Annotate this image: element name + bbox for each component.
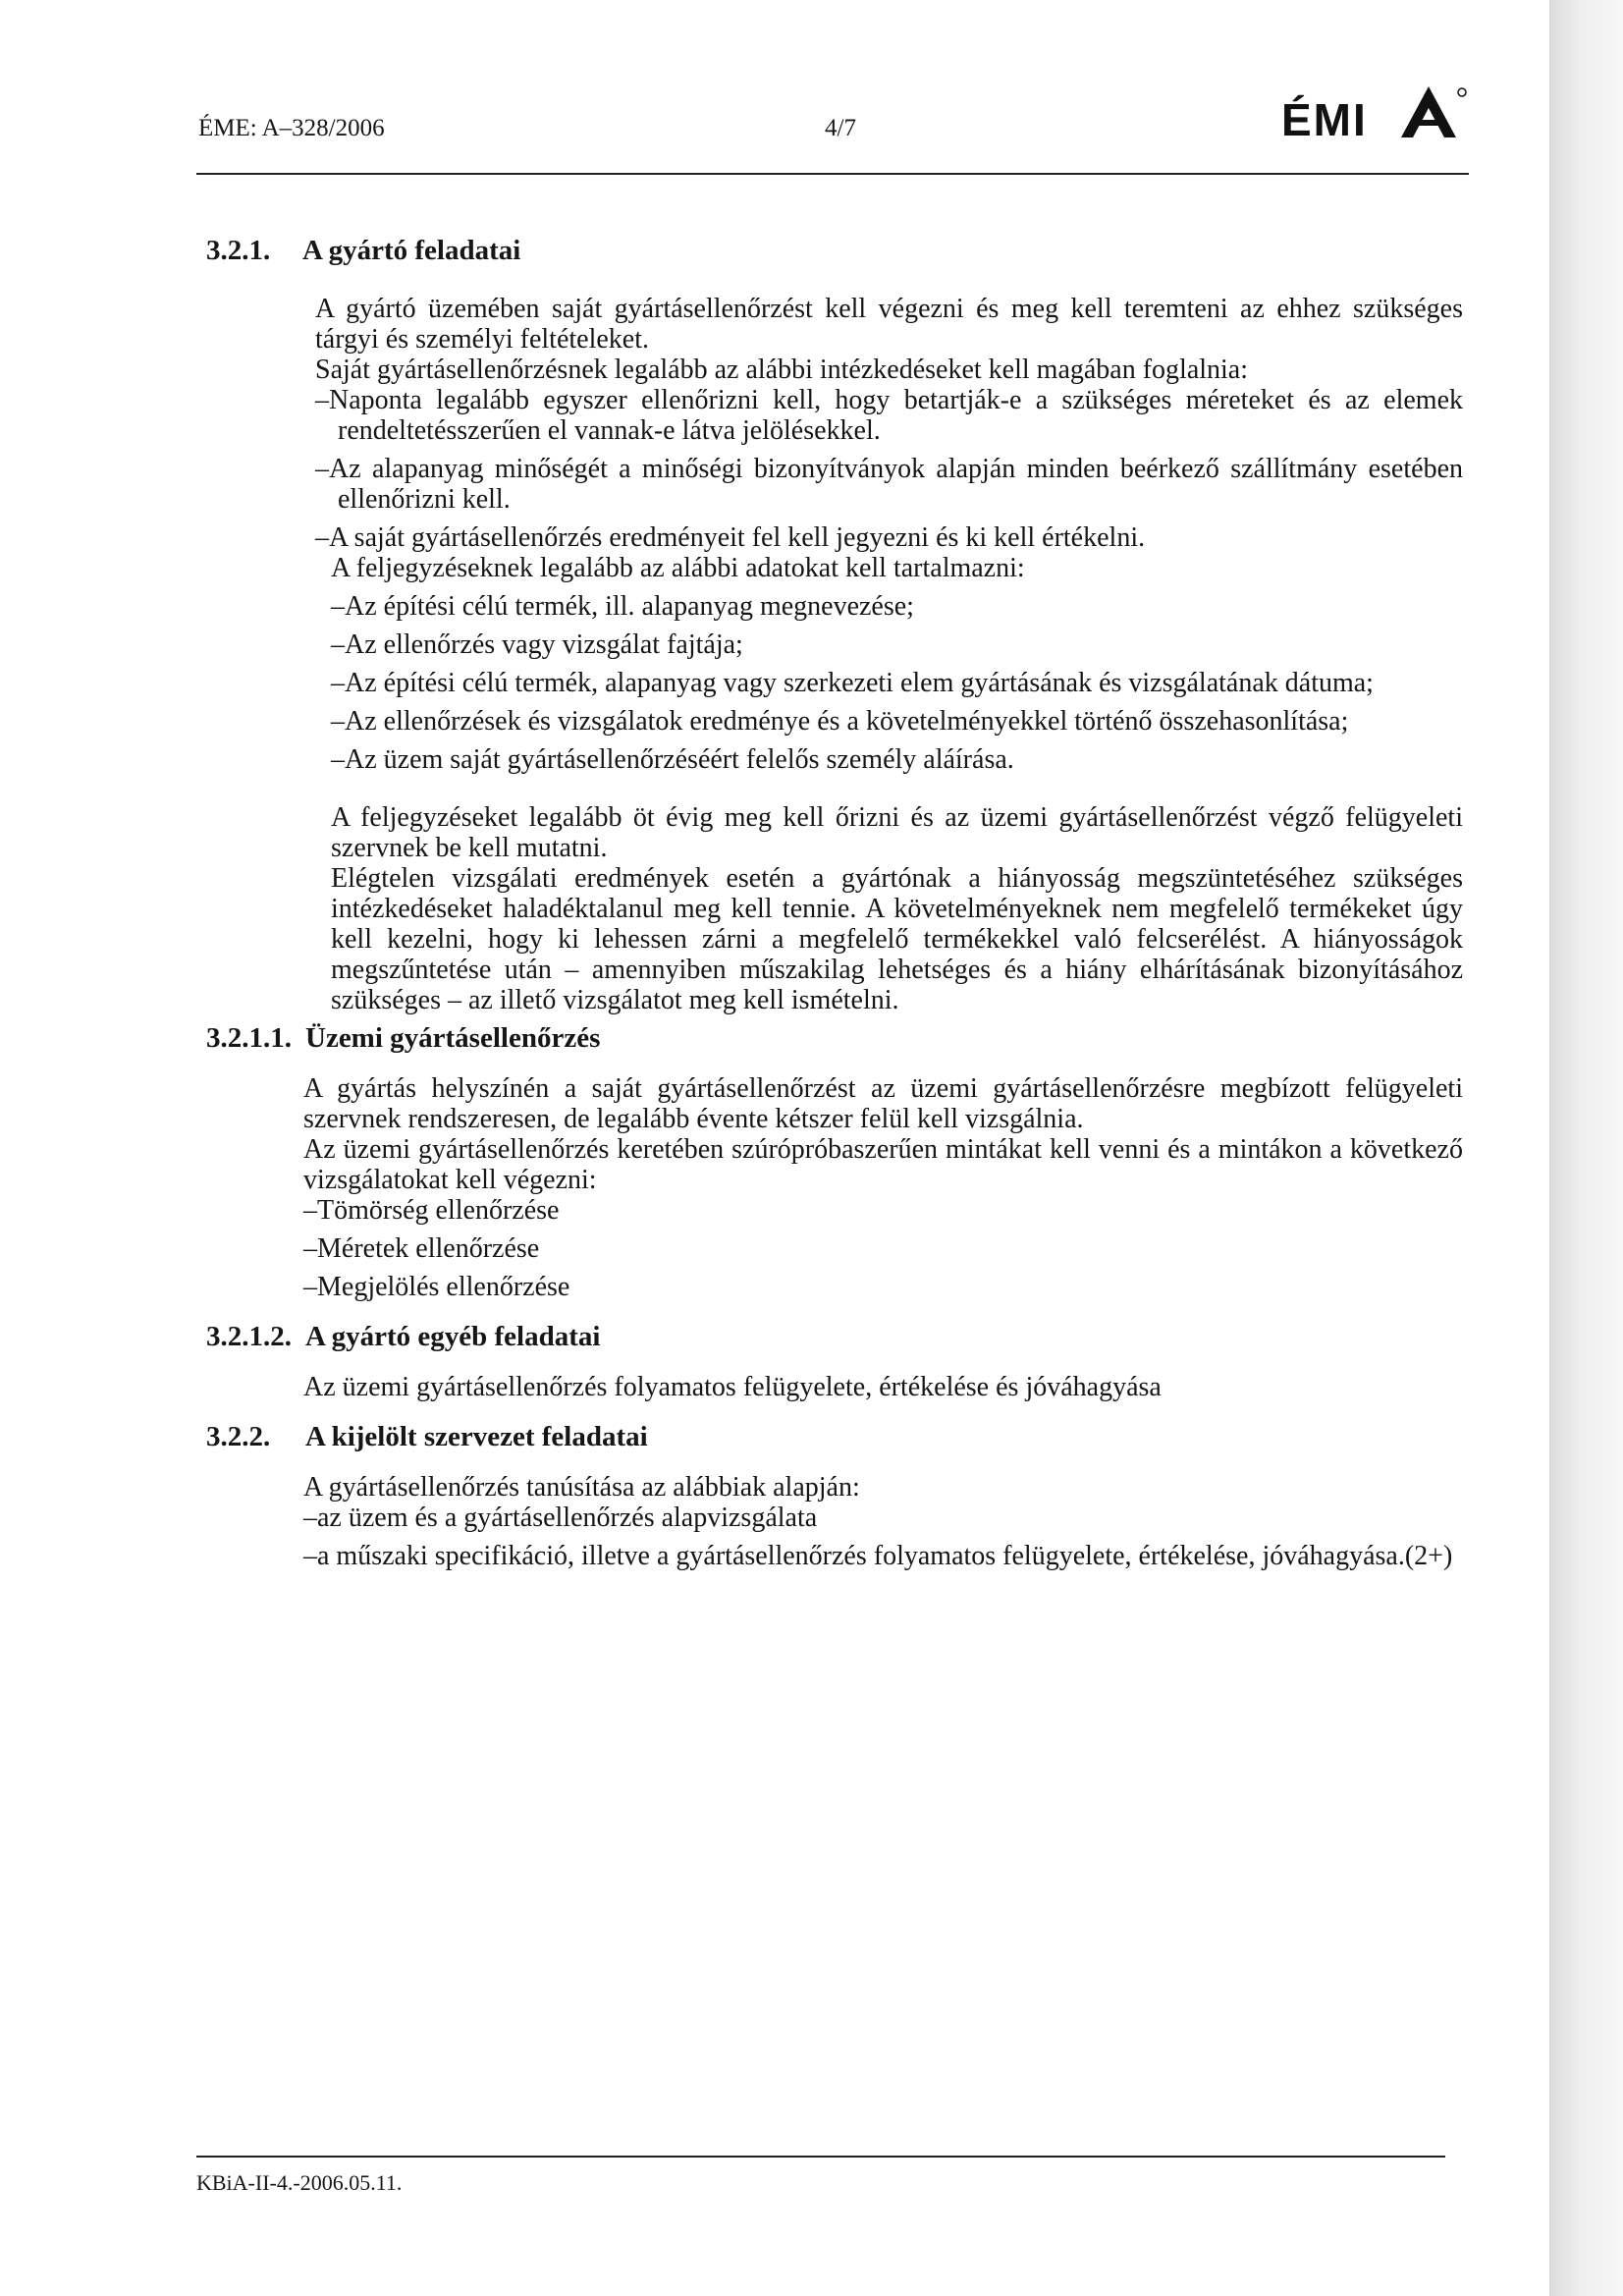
list-item: –Méretek ellenőrzése [303,1233,540,1264]
footer-rule [196,2156,1445,2158]
section-title: A kijelölt szervezet feladatai [305,1421,648,1452]
footer-code: KBiA-II-4.-2006.05.11. [196,2170,403,2195]
paragraph: A feljegyzéseknek legalább az alábbi adatokat kell tartalmazni: [331,553,1025,583]
list-item: –Az építési célú termék, ill. alapanyag megnevezése; [331,591,914,622]
section-number: 3.2.1. [206,235,271,266]
page-number: 4/7 [825,115,856,141]
list-item: –A saját gyártásellenőrzés eredményeit fel kell jegyezni és ki kell értékelni. [315,522,1146,553]
list-item: –Az ellenőrzés vagy vizsgálat fajtája; [331,629,743,660]
list-item: –Naponta legalább egyszer ellenőrizni kell, hogy betartják-e a szükséges méreteket és az elemek rendeltetésszerűen el vannak-e látva jelölésekkel. [315,385,1463,446]
section-number: 3.2.1.2. [206,1321,292,1352]
paragraph: Az üzemi gyártásellenőrzés keretében szúrópróbaszerűen mintákat kell venni és a mintákon a következő vizsgálatokat kell végezni: [303,1134,1463,1195]
section-3-2-2-heading [206,1422,1463,1452]
list-item: –Az ellenőrzések és vizsgálatok eredménye és a követelményekkel történő összehasonlítása; [331,706,1349,737]
paragraph: A gyártó üzemében saját gyártásellenőrzést kell végezni és meg kell teremteni az ehhez szükséges tárgyi és személyi feltételeket. [315,294,1463,355]
document-id: ÉME: A–328/2006 [198,115,385,141]
section-3-2-1-1-heading [206,1023,1463,1054]
paragraph: Az üzemi gyártásellenőrzés folyamatos felügyelete, értékelése és jóváhagyása [303,1372,1162,1402]
section-3-2-1-2-body [303,1372,1463,1402]
paragraph: A gyártás helyszínén a saját gyártásellenőrzést az üzemi gyártásellenőrzésre megbízott felügyeleti szervnek rendszeresen, de legalább évente kétszer felül kell vizsgálnia. [303,1073,1463,1134]
paragraph: Elégtelen vizsgálati eredmények esetén a gyártónak a hiányosság megszüntetéséhez szükséges intézkedéseket haladéktalanul meg kell tennie. A követelményeknek nem megfelelő termékeket úgy kell kezelni, hogy ki lehessen zárni a megfelelő termékekkel való felcserélést. A hiányosságok megszűntetése után – amennyiben műszakilag lehetséges és a hiány elhárításának bizonyításához szükséges – az illető vizsgálatot meg kell ismételni. [331,863,1463,1015]
section-3-2-1-body [315,294,1463,1015]
list-item: –az üzem és a gyártásellenőrzés alapvizsgálata [303,1503,818,1533]
svg-text:ÉMI: ÉMI [1281,94,1368,145]
section-title: Üzemi gyártásellenőrzés [305,1022,601,1054]
list-item: –Az építési célú termék, alapanyag vagy szerkezeti elem gyártásának és vizsgálatának dátuma; [331,668,1374,698]
paragraph: A gyártásellenőrzés tanúsítása az alábbiak alapján: [303,1472,860,1503]
section-3-2-1-2-heading [206,1322,1463,1352]
list-item: –a műszaki specifikáció, illetve a gyártásellenőrzés folyamatos felügyelete, értékelése, jóváhagyása.(2+) [303,1541,1453,1571]
paragraph: A feljegyzéseket legalább öt évig meg kell őrizni és az üzemi gyártásellenőrzést végző felügyeleti szervnek be kell mutatni. [331,802,1463,863]
page-header [198,94,1468,177]
scan-edge [1551,0,1623,2296]
list-item: –Tömörség ellenőrzése [303,1195,560,1226]
section-number: 3.2.1.1. [206,1022,292,1054]
section-number: 3.2.2. [206,1421,271,1452]
document-body [206,228,1463,1571]
list-item: –Megjelölés ellenőrzése [303,1272,570,1302]
section-title: A gyártó feladatai [302,235,521,266]
section-title: A gyártó egyéb feladatai [305,1321,601,1352]
list-item: –Az üzem saját gyártásellenőrzéséért felelős személy aláírása. [331,744,1014,775]
section-3-2-1-1-body [303,1073,1463,1302]
emi-logo [1281,81,1468,145]
section-3-2-2-body [303,1472,1463,1571]
list-item: –Az alapanyag minőségét a minőségi bizonyítványok alapján minden beérkező szállítmány esetében ellenőrizni kell. [315,454,1463,515]
paragraph: Saját gyártásellenőrzésnek legalább az alábbi intézkedéseket kell magában foglalnia: [315,355,1249,385]
header-rule [196,173,1469,175]
section-3-2-1-heading [206,236,1463,266]
